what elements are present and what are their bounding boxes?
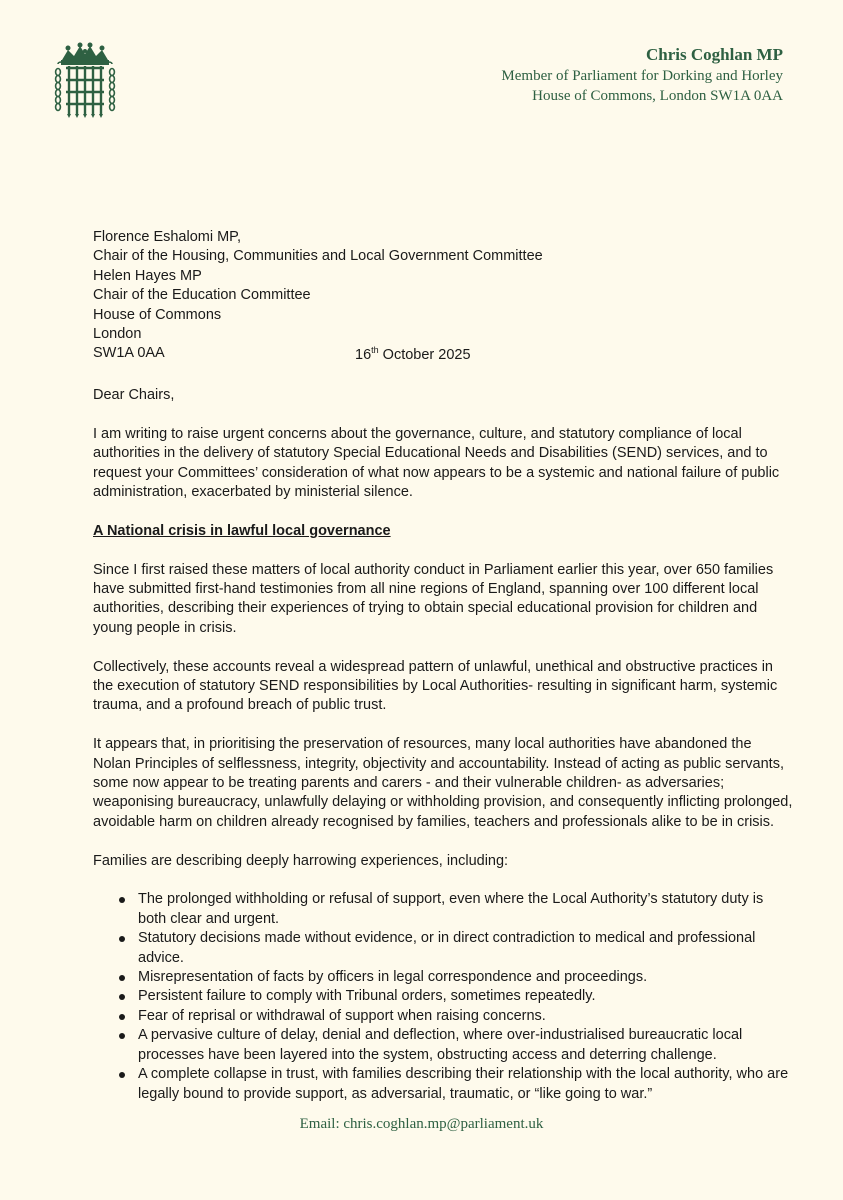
paragraph: I am writing to raise urgent concerns about the governance, culture, and statutory compliance of local authorities in the delivery of statutory Special Educational Needs and Disabilities (SEND) services, and to request your Committees’ consideration of what now appears to be a systemic and national failure of public administration, exacerbated by ministerial silence.: [93, 425, 780, 501]
list-item: A pervasive culture of delay, denial and deflection, where over-industrialised bureaucratic local processes have been layered into the system, obstructing access and deterring challenge.: [93, 1026, 793, 1065]
bullet-icon: [119, 936, 125, 942]
footer-email[interactable]: Email: chris.coghlan.mp@parliament.uk: [299, 1116, 544, 1132]
bullet-icon: [119, 994, 125, 1000]
recipient-line: London: [93, 326, 142, 343]
list-item: Persistent failure to comply with Tribunal orders, sometimes repeatedly.: [93, 987, 793, 1006]
address-line: House of Commons, London SW1A 0AA: [532, 88, 783, 104]
constituency-line: Member of Parliament for Dorking and Horley: [501, 68, 783, 84]
list-item: Statutory decisions made without evidence, or in direct contradiction to medical and professional advice.: [93, 929, 793, 968]
list-item: A complete collapse in trust, with families describing their relationship with the local authority, who are legally bound to provide support, as adversarial, traumatic, or “like going to war.”: [93, 1065, 793, 1104]
list-intro: Families are describing deeply harrowing experiences, including:: [93, 852, 509, 869]
mp-name: Chris Coghlan MP: [646, 45, 783, 64]
section-heading: A National crisis in lawful local governance: [93, 522, 391, 539]
list-item: Misrepresentation of facts by officers in legal correspondence and proceedings.: [93, 968, 793, 987]
recipient-address: [93, 228, 543, 364]
letterhead: [501, 44, 783, 106]
bullet-icon: [119, 897, 125, 903]
paragraph: Since I first raised these matters of local authority conduct in Parliament earlier this year, over 650 families have submitted first-hand testimonies from all nine regions of England, spanning over 100 different local authorities, describing their experiences of trying to obtain special educational provision for children and young people in crisis.: [93, 561, 774, 636]
concerns-list: [93, 890, 793, 1103]
date-suffix: th: [371, 345, 379, 355]
paragraph: Collectively, these accounts reveal a widespread pattern of unlawful, unethical and obstructive practices in the execution of statutory SEND responsibilities by Local Authorities- resulting in significant harm, systemic trauma, and a profound breach of public trust.: [93, 658, 778, 714]
list-item: Fear of reprisal or withdrawal of support when raising concerns.: [93, 1007, 793, 1026]
date-day: 16: [355, 347, 372, 363]
salutation: Dear Chairs,: [93, 387, 175, 403]
recipient-line: Chair of the Education Committee: [93, 287, 311, 304]
letter-date: [355, 346, 471, 365]
recipient-line: Chair of the Housing, Communities and Local Government Committee: [93, 248, 543, 265]
bullet-icon: [119, 1072, 125, 1078]
recipient-line: Helen Hayes MP: [93, 267, 202, 284]
bullet-icon: [119, 1014, 125, 1020]
letter-body: [93, 386, 793, 1104]
paragraph: It appears that, in prioritising the preservation of resources, many local authorities have abandoned the Nolan Principles of selflessness, integrity, objectivity and accountability. Instead of acting as public servants, some now appear to be treating parents and carers - and their vulnerable children- as adversaries; weaponising bureaucracy, unlawfully delaying or withholding provision, and consequently inflicting prolonged, avoidable harm on children already recognised by families, teachers and professionals alike to be in crisis.: [93, 736, 793, 830]
recipient-line: House of Commons: [93, 306, 222, 323]
date-month-year: October 2025: [378, 347, 471, 363]
recipient-line: SW1A 0AA: [93, 345, 165, 362]
list-item: The prolonged withholding or refusal of support, even where the Local Authority’s statutory duty is both clear and urgent.: [93, 890, 793, 929]
bullet-icon: [119, 975, 125, 981]
portcullis-logo: [52, 42, 118, 124]
recipient-line: Florence Eshalomi MP,: [93, 229, 242, 245]
bullet-icon: [119, 1033, 125, 1039]
